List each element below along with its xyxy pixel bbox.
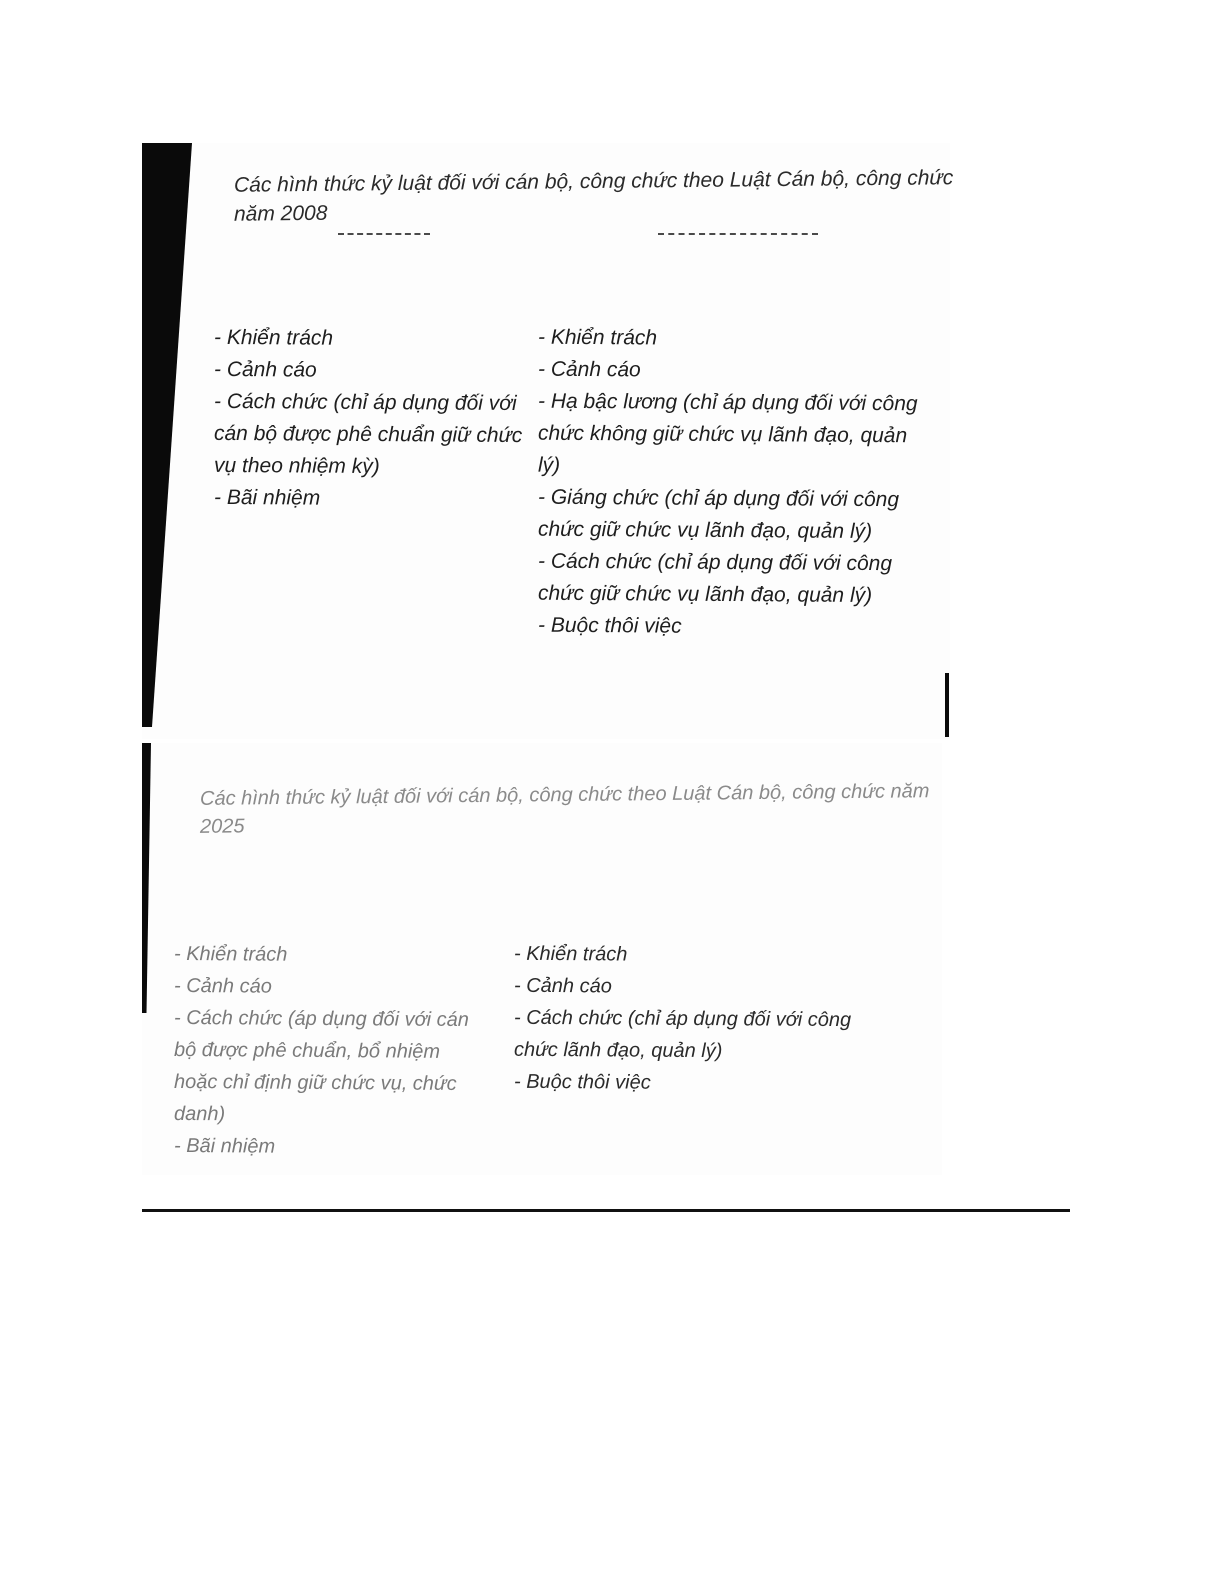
list-item: - Hạ bậc lương (chỉ áp dụng đối với công chức không giữ chức vụ lãnh đạo, quản lý): [538, 389, 918, 477]
column-cong-chuc: [538, 322, 918, 645]
scan-edge-shadow: [142, 743, 151, 1013]
list-item: - Cách chức (chỉ áp dụng đối với cán bộ được phê chuẩn giữ chức vụ theo nhiệm kỳ): [214, 389, 523, 479]
list-item: - Khiển trách: [174, 942, 288, 966]
list-item: - Buộc thôi việc: [538, 613, 682, 638]
list-item: - Buộc thôi việc: [514, 1070, 651, 1094]
scan-panel-2025: [142, 743, 942, 1175]
section-title: Các hình thức kỷ luật đối với cán bộ, công chức theo Luật Cán bộ, công chức năm 2025: [200, 780, 930, 838]
column-cong-chuc: [514, 938, 874, 1101]
list-item: - Cảnh cáo: [514, 974, 612, 998]
list-item: - Cảnh cáo: [214, 357, 317, 382]
section-title: Các hình thức kỷ luật đối với cán bộ, công chức theo Luật Cán bộ, công chức năm 2008: [234, 166, 954, 227]
column-header-right: [658, 233, 818, 241]
scan-panel-2008: [142, 143, 954, 739]
column-can-bo: [174, 938, 474, 1164]
list-item: - Cách chức (áp dụng đối với cán bộ được phê chuẩn, bổ nhiệm hoặc chỉ định giữ chức vụ, chức danh): [174, 1006, 469, 1126]
list-item: - Cảnh cáo: [174, 974, 272, 998]
list-item: - Khiển trách: [214, 325, 334, 350]
horizontal-rule: [142, 1209, 1070, 1212]
list-item: - Bãi nhiệm: [214, 485, 321, 510]
scan-edge-shadow-right: [945, 673, 949, 737]
list-item: - Cách chức (chỉ áp dụng đối với công chức giữ chức vụ lãnh đạo, quản lý): [538, 549, 893, 608]
column-can-bo: [214, 322, 534, 516]
list-item: - Bãi nhiệm: [174, 1134, 276, 1158]
list-item: - Cách chức (chỉ áp dụng đối với công chức lãnh đạo, quản lý): [514, 1006, 852, 1063]
list-item: - Giáng chức (chỉ áp dụng đối với công chức giữ chức vụ lãnh đạo, quản lý): [538, 485, 900, 544]
scan-edge-shadow: [142, 143, 192, 727]
list-item: - Cảnh cáo: [538, 357, 641, 382]
list-item: - Khiển trách: [514, 942, 628, 966]
list-item: - Khiển trách: [538, 325, 658, 350]
column-header-left: [338, 233, 430, 241]
